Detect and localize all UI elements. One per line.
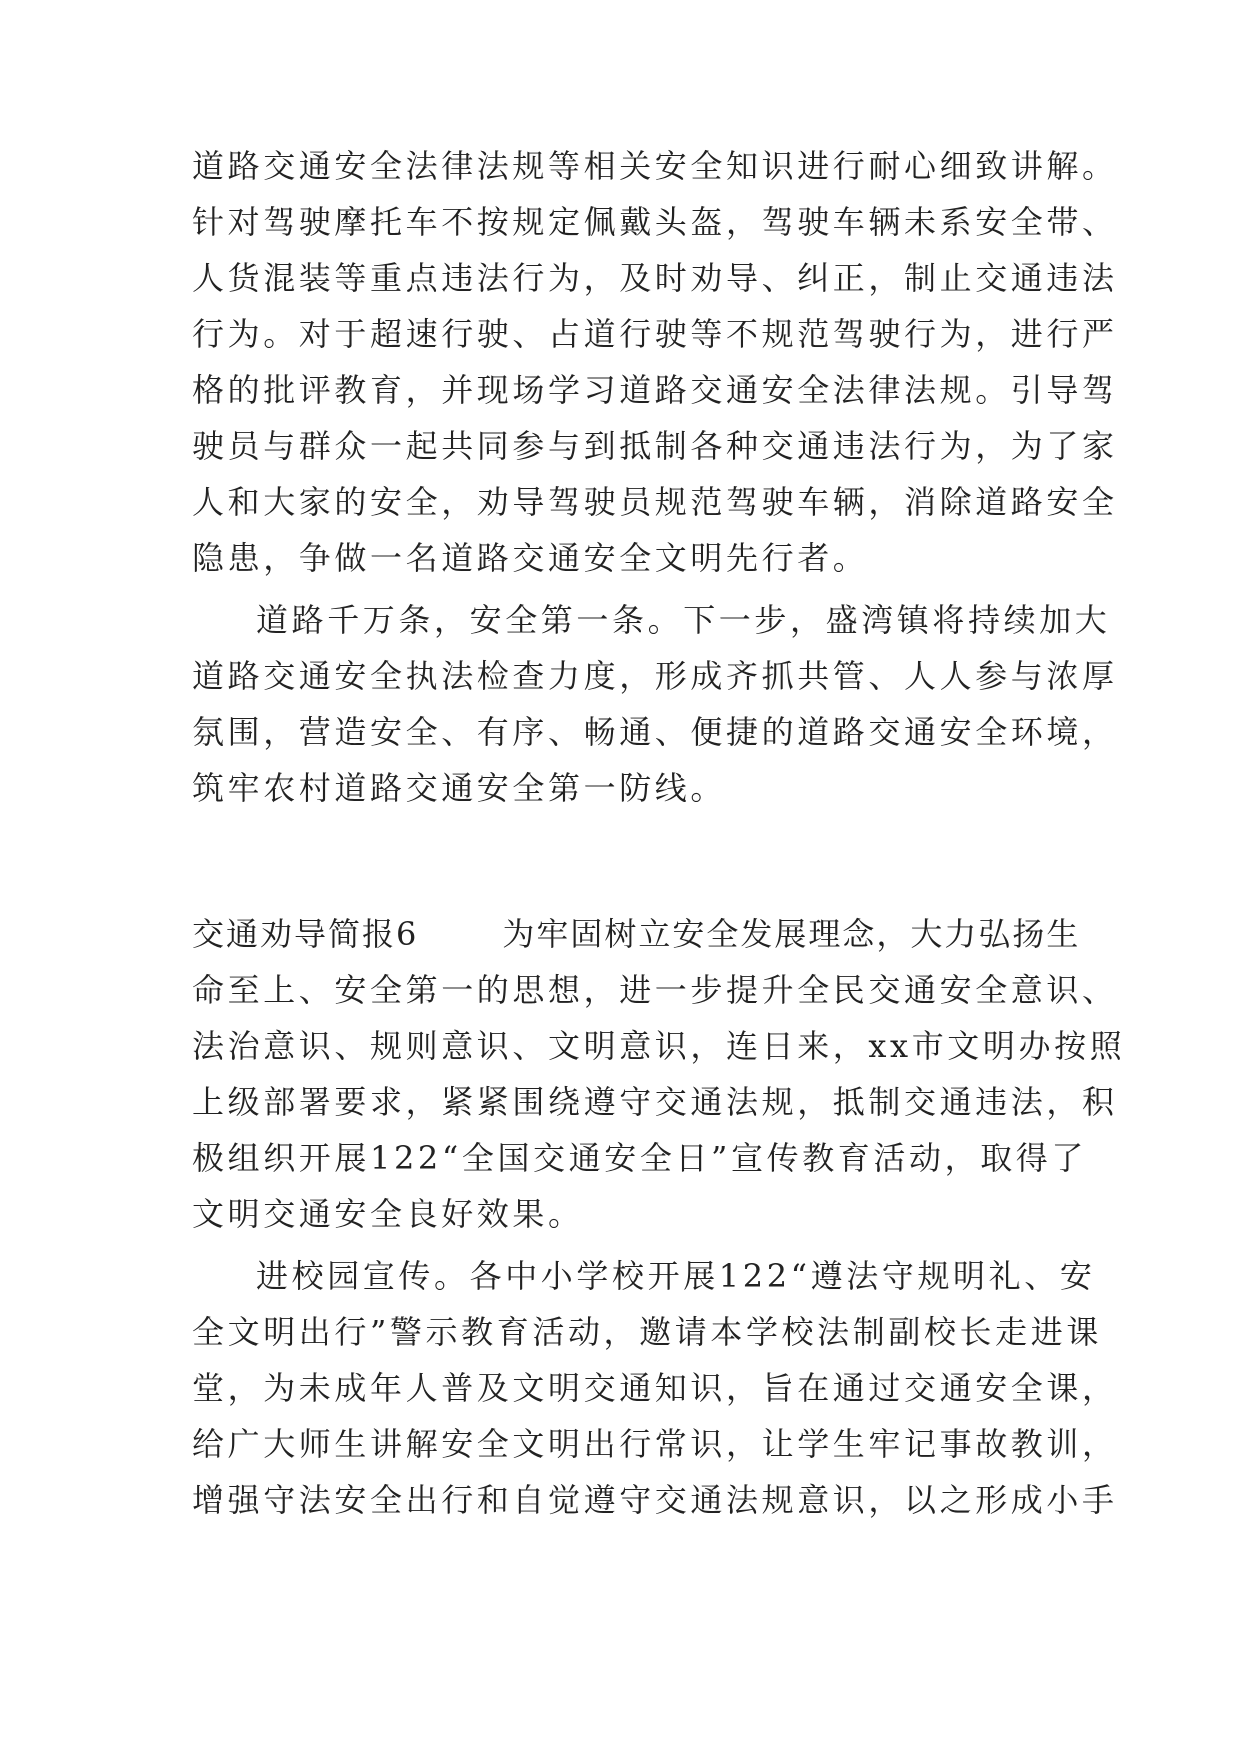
- paragraph-line: 隐患，争做一名道路交通安全文明先行者。: [192, 539, 869, 577]
- paragraph-line: 命至上、安全第一的思想，进一步提升全民交通安全意识、: [192, 971, 1118, 1009]
- paragraph-line: 极组织开展122“全国交通安全日”宣传教育活动，取得了: [192, 1139, 1087, 1177]
- paragraph-line: 堂，为未成年人普及文明交通知识，旨在通过交通安全课，: [192, 1369, 1118, 1407]
- paragraph-line: 给广大师生讲解安全文明出行常识，让学生牢记事故教训，: [192, 1425, 1118, 1463]
- paragraph-line: 驶员与群众一起共同参与到抵制各种交通违法行为，为了家: [192, 427, 1118, 465]
- report-heading-line: [192, 903, 1081, 965]
- paragraph-line: 行为。对于超速行驶、占道行驶等不规范驾驶行为，进行严: [192, 315, 1118, 353]
- paragraph-line: 文明交通安全良好效果。: [192, 1195, 584, 1233]
- paragraph-line: 道路交通安全法律法规等相关安全知识进行耐心细致讲解。: [192, 147, 1118, 185]
- paragraph-line: 进校园宣传。各中小学校开展122“遵法守规明礼、安: [256, 1257, 1096, 1295]
- paragraph-line: 氛围，营造安全、有序、畅通、便捷的道路交通安全环境，: [192, 713, 1118, 751]
- paragraph-line: 上级部署要求，紧紧围绕遵守交通法规，抵制交通违法，积: [192, 1083, 1118, 1121]
- paragraph-line: 筑牢农村道路交通安全第一防线。: [192, 769, 727, 807]
- paragraph-line: 法治意识、规则意识、文明意识，连日来，xx市文明办按照: [192, 1027, 1126, 1065]
- report-intro: 为牢固树立安全发展理念，大力弘扬生: [502, 915, 1081, 953]
- paragraph-line: 人货混装等重点违法行为，及时劝导、纠正，制止交通违法: [192, 259, 1118, 297]
- paragraph-line: 针对驾驶摩托车不按规定佩戴头盔，驾驶车辆未系安全带、: [192, 203, 1118, 241]
- paragraph-line: 增强守法安全出行和自觉遵守交通法规意识，以之形成小手: [192, 1481, 1118, 1519]
- paragraph-line: 格的批评教育，并现场学习道路交通安全法律法规。引导驾: [192, 371, 1118, 409]
- report-title: 交通劝导简报6: [192, 915, 419, 953]
- paragraph-line: 人和大家的安全，劝导驾驶员规范驾驶车辆，消除道路安全: [192, 483, 1118, 521]
- paragraph-line: 道路交通安全执法检查力度，形成齐抓共管、人人参与浓厚: [192, 657, 1118, 695]
- paragraph-line: 全文明出行”警示教育活动，邀请本学校法制副校长走进课: [192, 1313, 1102, 1351]
- paragraph-line: 道路千万条，安全第一条。下一步，盛湾镇将持续加大: [256, 601, 1111, 639]
